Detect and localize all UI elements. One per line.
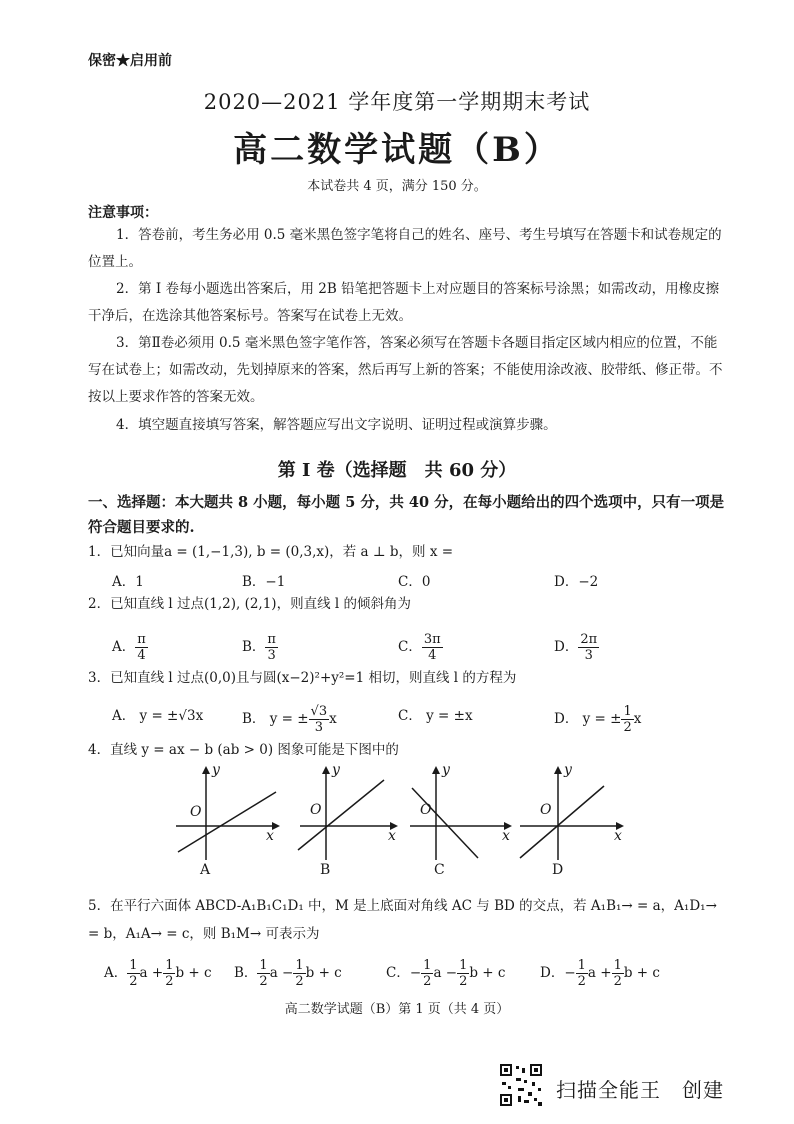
q5-d-n2: 1 (613, 958, 622, 973)
graph-a-line (178, 792, 276, 852)
q5-a-letter: A． (104, 965, 128, 981)
q5-option-b (234, 958, 342, 989)
graph-a (168, 764, 288, 884)
graph-d-origin: O (540, 802, 552, 818)
graph-c (404, 764, 524, 884)
q5-b-tail: b + c (305, 965, 342, 981)
graph-b (292, 764, 412, 884)
exam-meta: 本试卷共 4 页，满分 150 分。 (307, 179, 487, 194)
graph-c-origin: O (420, 802, 432, 818)
question-2-options (0, 620, 794, 664)
question-3-stem: 3．已知直线 l 过点(0,0)且与圆(x−2)²+y²=1 相切，则直线 l 的方程为 (88, 670, 517, 686)
graph-b-y-label: y (332, 762, 340, 778)
q3-b-frac (309, 704, 330, 735)
exam-subtitle: 2020—2021 学年度第一学期期末考试 (203, 90, 591, 114)
q2-d-letter: D． (554, 639, 579, 655)
q5-c-frac2 (457, 958, 469, 989)
q5-a-d2: 2 (165, 974, 174, 989)
q3-b-prefix: B． y = ± (242, 711, 309, 727)
q3-b-num: √3 (310, 704, 328, 719)
q1-prefix: 1．已知向量 (88, 544, 165, 560)
q2-c-num: 3π (423, 632, 441, 647)
notice-item-4-text: 4．填空题直接填写答案，解答题应写出文字说明、证明过程或演算步骤。 (116, 417, 557, 433)
volume-title: 第 I 卷（选择题 共 60 分） (277, 460, 517, 481)
confidential-mark: 保密★启用前 (88, 53, 172, 69)
graph-b-origin: O (310, 802, 322, 818)
graph-c-y-label: y (442, 762, 450, 778)
q2-b-frac (265, 632, 278, 663)
q5-a-tail: b + c (175, 965, 212, 981)
q2-b-num: π (267, 632, 276, 647)
section-heading: 一、选择题：本大题共 8 小题，每小题 5 分，共 40 分，在每小题给出的四个选项中，只有一项是符合题目要求的. (88, 494, 725, 536)
q2-option-b (242, 632, 278, 663)
question-1-stem (88, 542, 728, 562)
graph-d (514, 764, 634, 884)
graph-b-label: B (320, 862, 331, 878)
q5-b-n2: 1 (295, 958, 304, 973)
q5-a-mid: a + (139, 965, 164, 981)
q3-d-tail: x (633, 711, 642, 727)
q1-option-b: B．−1 (242, 574, 286, 590)
q5-b-mid: a − (269, 965, 294, 981)
q5-b-frac2 (293, 958, 305, 989)
q5-c-mid: a − (433, 965, 458, 981)
graph-b-y-arrow (322, 766, 330, 774)
q5-b-letter: B． (234, 965, 258, 981)
q5-a-frac2 (163, 958, 175, 989)
graph-a-svg (168, 764, 288, 864)
q5-a-frac1 (127, 958, 139, 989)
q2-d-frac (578, 632, 599, 663)
q2-a-num: π (137, 632, 146, 647)
graph-d-y-label: y (564, 762, 572, 778)
q2-option-a (112, 632, 148, 663)
question-4-stem: 4．直线 y = ax − b (ab > 0) 图象可能是下图中的 (88, 742, 399, 758)
notice-item-1-text: 1．答卷前，考生务必用 0.5 毫米黑色签字笔将自己的姓名、座号、考生号填写在答题卡和试卷规定的位置上。 (88, 227, 722, 270)
q5-b-d2: 2 (295, 974, 304, 989)
qr-code-icon (498, 1062, 544, 1108)
q2-option-c (398, 632, 443, 663)
q2-c-frac (422, 632, 443, 663)
q3-option-c: C． y = ±x (398, 708, 473, 724)
notice-item-2-text: 2．第 I 卷每小题选出答案后，用 2B 铅笔把答题卡上对应题目的答案标号涂黑；如需改动，用橡皮擦干净后，在选涂其他答案标号。答案写在试卷上无效。 (88, 281, 720, 324)
q5-c-neg: − (409, 965, 422, 981)
q5-d-frac1 (576, 958, 588, 989)
graph-a-label: A (200, 862, 211, 878)
question-2-stem: 2．已知直线 l 过点(1,2), (2,1)，则直线 l 的倾斜角为 (88, 596, 411, 612)
q2-c-letter: C． (398, 639, 422, 655)
q5-c-d2: 2 (459, 974, 468, 989)
q5-d-frac2 (612, 958, 624, 989)
question-3-options (0, 694, 794, 734)
q3-b-tail: x (329, 711, 337, 727)
notice-heading: 注意事项： (88, 205, 158, 221)
question-5-stem-line2: = b，A₁A→ = c，则 B₁M→ 可表示为 (88, 926, 320, 942)
q2-d-den: 3 (584, 648, 593, 663)
graph-d-svg (514, 764, 634, 864)
q5-c-frac1 (421, 958, 433, 989)
q2-a-den: 4 (137, 648, 146, 663)
q5-a-d1: 2 (129, 974, 138, 989)
qr-code-svg (498, 1062, 544, 1108)
scanner-brand: 扫描全能王 创建 (556, 1078, 724, 1102)
graph-a-y-arrow (202, 766, 210, 774)
q3-option-a: A． y = ±√3x (112, 708, 204, 724)
q2-b-den: 3 (267, 648, 276, 663)
graph-b-x-label: x (388, 828, 396, 844)
question-5-options (0, 950, 794, 990)
q5-d-mid: a + (587, 965, 612, 981)
q5-d-neg: − (564, 965, 576, 981)
q2-c-den: 4 (428, 648, 437, 663)
notice-item-3-text: 3．第Ⅱ卷必须用 0.5 毫米黑色签字笔作答，答案必须写在答题卡各题目指定区域内相应的位置，不能写在试卷上；如需改动，先划掉原来的答案，然后再写上新的答案；不能使用涂改液、胶带纸、修正带。不按以上要求作答的答案无效。 (88, 335, 723, 405)
q5-d-d1: 2 (577, 974, 586, 989)
q2-b-letter: B． (242, 639, 266, 655)
q1-option-a: A．1 (112, 574, 144, 590)
q3-b-den: 3 (314, 720, 323, 735)
q5-option-a (104, 958, 212, 989)
q1-math: a = (1,−1,3), b = (0,3,x) (164, 544, 330, 560)
question-1-options (0, 570, 794, 590)
q5-option-d (540, 958, 660, 989)
notice-item-3 (88, 330, 726, 411)
q5-d-tail: b + c (623, 965, 660, 981)
graph-a-origin: O (190, 804, 202, 820)
q3-option-b (242, 704, 337, 735)
q3-option-d (554, 704, 641, 735)
graph-d-y-arrow (554, 766, 562, 774)
q3-d-num: 1 (623, 704, 632, 719)
q5-b-n1: 1 (259, 958, 268, 973)
q5-a-n2: 1 (165, 958, 174, 973)
q5-d-d2: 2 (613, 974, 622, 989)
q2-a-letter: A． (112, 639, 136, 655)
q2-option-d (554, 632, 599, 663)
q3-d-den: 2 (623, 720, 632, 735)
q3-d-prefix: D． y = ± (554, 711, 622, 727)
notice-item-4 (88, 412, 726, 439)
graph-c-x-label: x (502, 828, 510, 844)
q5-b-frac1 (257, 958, 269, 989)
page-title: 高二数学试题（B） (233, 130, 561, 170)
q1-option-c: C．0 (398, 574, 431, 590)
graph-c-y-arrow (432, 766, 440, 774)
q5-c-d1: 2 (423, 974, 432, 989)
q5-c-n2: 1 (459, 958, 468, 973)
q5-option-c (386, 958, 505, 989)
graph-c-line (412, 788, 478, 858)
q1-option-d: D．−2 (554, 574, 599, 590)
q5-c-tail: b + c (469, 965, 506, 981)
graph-d-label: D (552, 862, 564, 878)
q1-suffix: ，若 a ⊥ b，则 x = (329, 544, 454, 560)
q5-c-n1: 1 (423, 958, 432, 973)
q5-d-letter: D． (540, 965, 565, 981)
graph-a-x-label: x (266, 828, 274, 844)
q3-d-frac (621, 704, 633, 735)
graph-a-y-label: y (212, 762, 220, 778)
q5-c-letter: C． (386, 965, 410, 981)
graph-d-x-label: x (614, 828, 622, 844)
notice-item-2 (88, 276, 726, 330)
q2-d-num: 2π (580, 632, 598, 647)
q5-a-n1: 1 (129, 958, 138, 973)
q2-a-frac (135, 632, 148, 663)
q5-d-n1: 1 (577, 958, 586, 973)
page-footer: 高二数学试题（B）第 1 页（共 4 页） (284, 1002, 510, 1017)
graph-c-label: C (434, 862, 445, 878)
question-5-stem-line1: 5．在平行六面体 ABCD-A₁B₁C₁D₁ 中，M 是上底面对角线 AC 与 BD 的交点，若 A₁B₁→ = a，A₁D₁→ (88, 898, 717, 914)
graph-d-line (520, 786, 604, 858)
q5-b-d1: 2 (259, 974, 268, 989)
notice-item-1 (88, 222, 726, 276)
